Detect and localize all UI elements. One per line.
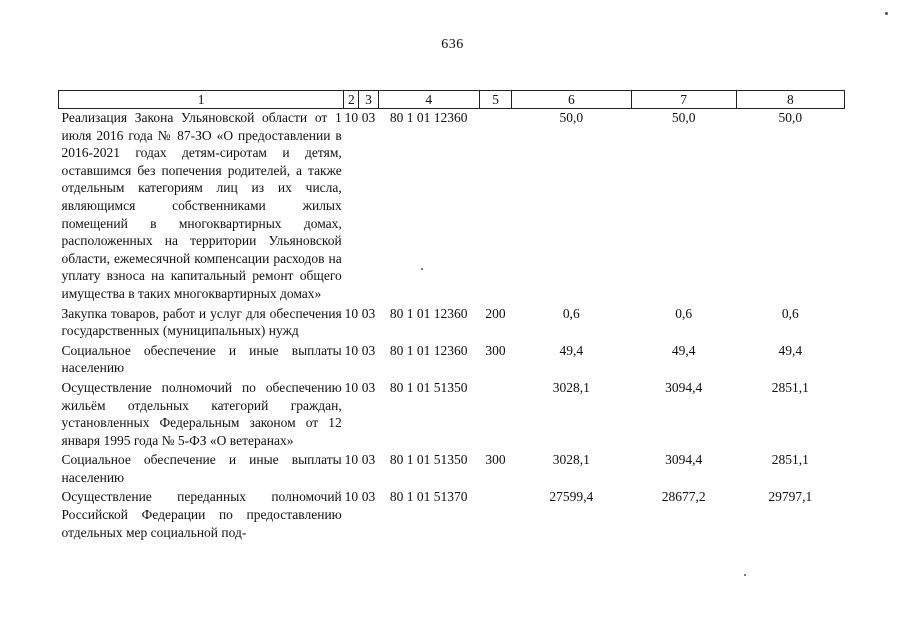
column-header: 1 (59, 91, 344, 109)
amount-year-1: 27599,4 (549, 489, 594, 505)
table-row (59, 305, 845, 342)
target-article-code: 80 1 01 51370 (389, 489, 468, 505)
scan-speck (421, 268, 423, 270)
amount-year-2: 50,0 (671, 110, 696, 125)
section-code: 10 (344, 110, 359, 125)
row-description: Осуществление переданных полномочий Российской Федерации по предоставлению отдельных мер социальной под- (61, 489, 342, 540)
row-description: Социальное обеспечение и иные выплаты населению (61, 452, 342, 485)
amount-year-1: 3028,1 (552, 379, 590, 395)
column-header: 4 (378, 91, 479, 109)
section-code: 10 (344, 379, 359, 395)
amount-year-3: 2851,1 (771, 452, 809, 468)
expense-type-code: 300 (485, 452, 506, 468)
row-description: Осуществление полномочий по обеспечению жильём отдельных категорий граждан, установленных Федеральным законом от 12 января 1995 года № 5-ФЗ «О ветеранах» (61, 379, 342, 448)
column-header: 6 (512, 91, 631, 109)
expense-type-code: 200 (485, 305, 506, 321)
table-row (59, 379, 845, 451)
target-article-code: 80 1 01 51350 (389, 452, 468, 468)
page-number: 636 (441, 37, 464, 52)
amount-year-1: 49,4 (559, 342, 584, 358)
amount-year-1: 0,6 (562, 305, 580, 321)
column-header: 2 (344, 91, 359, 109)
amount-year-3: 29797,1 (768, 489, 813, 505)
table-header-row (59, 91, 845, 109)
column-header: 7 (631, 91, 736, 109)
amount-year-2: 0,6 (675, 305, 693, 321)
row-description: Реализация Закона Ульяновской области от 1 июля 2016 года № 87-ЗО «О предоставлении в 2016-2021 годах детям-сиротам и детям, оставшимся без попечения родителей, а также отдельным категориям лиц из их числа, являющимся собственниками жилых помещений в многоквартирных домах, расположенных на территории Ульяновской области, ежемесячной компенсации расходов на уплату взноса на капитальный ремонт общего имущества в таких многоквартирных домах» (61, 110, 342, 301)
amount-year-2: 49,4 (671, 342, 696, 358)
target-article-code: 80 1 01 12360 (389, 342, 468, 358)
target-article-code: 80 1 01 12360 (389, 305, 468, 321)
budget-table (58, 90, 845, 543)
column-header: 3 (359, 91, 378, 109)
amount-year-1: 50,0 (559, 110, 584, 125)
expense-type-code (479, 379, 511, 451)
amount-year-1: 3028,1 (552, 452, 590, 468)
subsection-code: 03 (361, 305, 376, 321)
expense-type-code (479, 488, 511, 543)
scan-speck (744, 574, 746, 576)
target-article-code: 80 1 01 12360 (389, 110, 468, 125)
amount-year-2: 3094,4 (665, 379, 703, 395)
section-code: 10 (344, 342, 359, 358)
table-row (59, 488, 845, 543)
amount-year-3: 2851,1 (771, 379, 809, 395)
section-code: 10 (344, 489, 359, 505)
amount-year-3: 49,4 (778, 342, 803, 358)
subsection-code: 03 (361, 489, 376, 505)
amount-year-2: 3094,4 (665, 452, 703, 468)
subsection-code: 03 (361, 110, 376, 125)
table-row (59, 109, 845, 305)
table-row (59, 342, 845, 379)
amount-year-2: 28677,2 (661, 489, 706, 505)
amount-year-3: 0,6 (781, 305, 799, 321)
table-row (59, 451, 845, 488)
section-code: 10 (344, 305, 359, 321)
row-description: Социальное обеспечение и иные выплаты населению (61, 342, 342, 376)
amount-year-3: 50,0 (778, 110, 803, 125)
subsection-code: 03 (361, 452, 376, 468)
expense-type-code: 300 (485, 342, 506, 358)
row-description: Закупка товаров, работ и услуг для обеспечения государственных (муниципальных) нужд (61, 305, 342, 339)
section-code: 10 (344, 452, 359, 468)
scan-speck (885, 12, 888, 15)
column-header: 8 (736, 91, 844, 109)
column-header: 5 (479, 91, 511, 109)
expense-type-code (479, 109, 511, 305)
target-article-code: 80 1 01 51350 (389, 379, 468, 395)
subsection-code: 03 (361, 379, 376, 395)
subsection-code: 03 (361, 342, 376, 358)
